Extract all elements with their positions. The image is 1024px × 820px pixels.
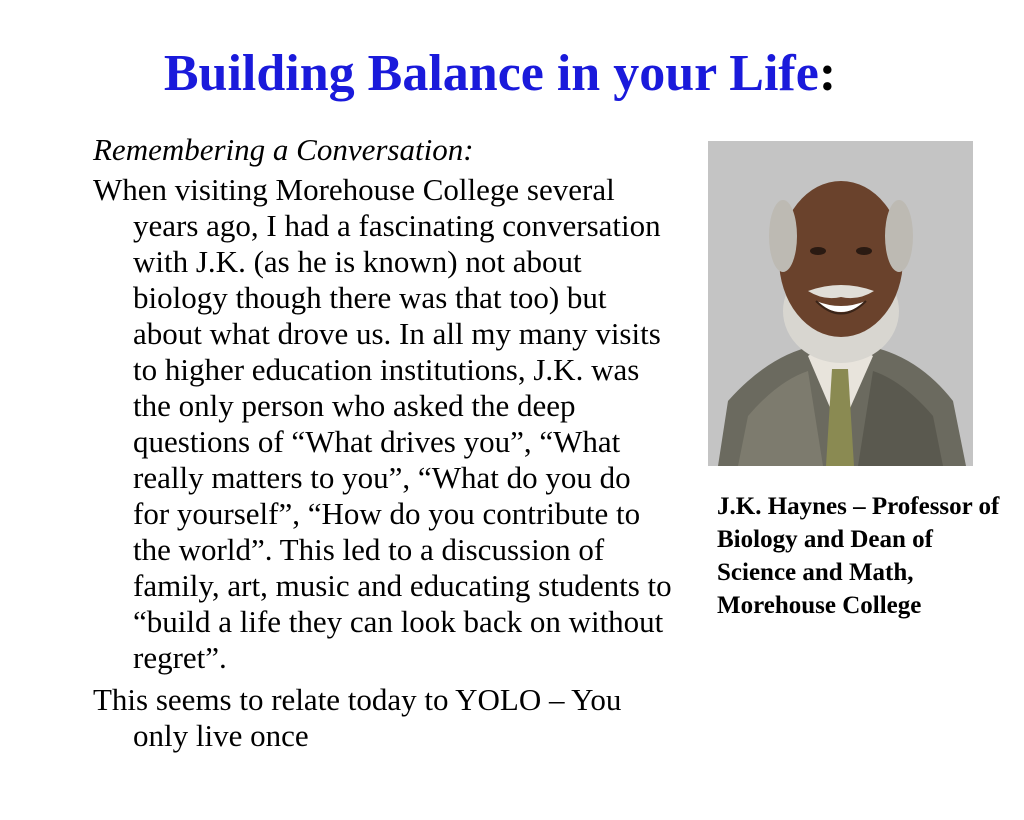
paragraph-conversation: When visiting Morehouse College several years ago, I had a fascinating conversation with J.K. (as he is known) not about biology though there was that too) but about what drove us. In all my many visits to higher education institutions, J.K. was the only person who asked the deep questions of “What drives you”, “What really matters to you”, “What do you do for yourself”, “How do you contribute to the world”. This led to a discussion of family, art, music and educating students to “build a life they can look back on without regret”. xyxy=(93,172,672,675)
photo-caption: J.K. Haynes – Professor of Biology and Dean of Science and Math, Morehouse College xyxy=(717,493,1000,619)
slide-title-text: Building Balance in your Life xyxy=(163,45,819,102)
portrait-illustration xyxy=(708,141,973,466)
section-subtitle: Remembering a Conversation: xyxy=(93,132,474,167)
portrait-photo xyxy=(708,141,973,466)
slide-title-colon: : xyxy=(818,45,837,102)
slide-title xyxy=(0,42,1000,106)
paragraph-yolo: This seems to relate today to YOLO – You only live once xyxy=(93,682,622,753)
body-text xyxy=(93,172,673,760)
